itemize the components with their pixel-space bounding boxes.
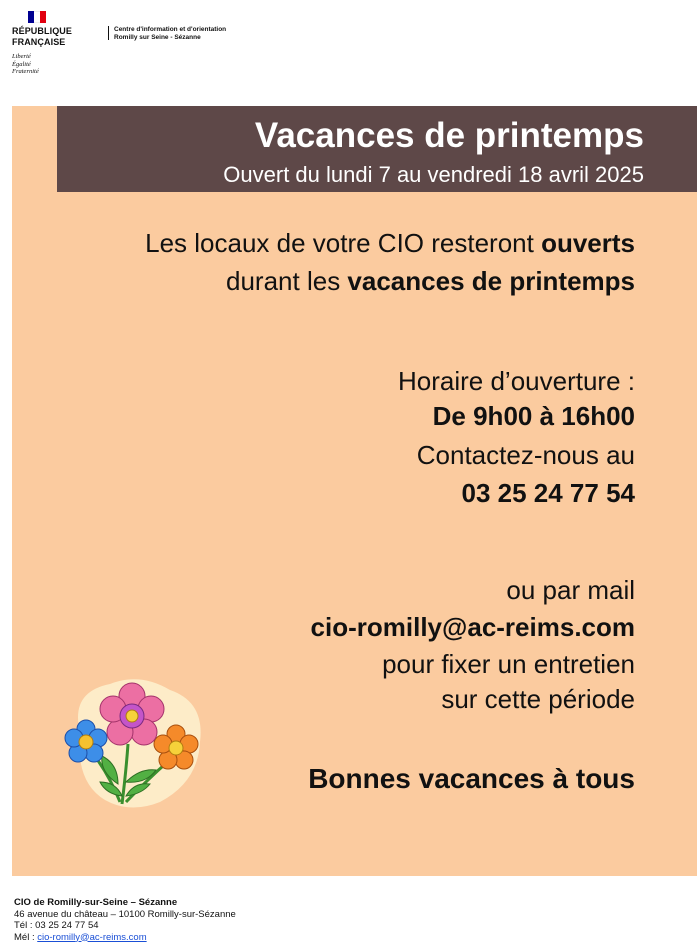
intro-line-2 (226, 265, 635, 297)
footer-name: CIO de Romilly-sur-Seine – Sézanne (14, 897, 178, 908)
motto-line-3: Fraternité (12, 68, 39, 75)
intro-line-1-text: Les locaux de votre CIO resteront (145, 228, 542, 258)
cio-line-1: Centre d'information et d'orientation (114, 26, 227, 33)
title-banner (57, 106, 697, 192)
motto-line-1: Liberté (12, 53, 31, 60)
footer-mail (14, 932, 236, 944)
intro-line-2-text: durant les (226, 266, 348, 296)
intro-line-1-bold: ouverts (541, 228, 635, 258)
cio-line-2: Romilly sur Seine - Sézanne (114, 34, 201, 41)
hours-value: De 9h00 à 16h00 (432, 401, 635, 431)
closing-message: Bonnes vacances à tous (308, 763, 635, 794)
intro-line-2-bold: vacances de printemps (347, 266, 635, 296)
french-flag-icon (28, 11, 46, 23)
flower-bouquet-icon (60, 672, 210, 812)
email-address: cio-romilly@ac-reims.com (310, 612, 635, 642)
phone-number: 03 25 24 77 54 (461, 478, 635, 508)
banner-title: Vacances de printemps (254, 116, 644, 155)
intro-line-1 (145, 227, 635, 259)
poster (12, 106, 697, 876)
cio-header-title (114, 26, 226, 42)
republic-line-1: RÉPUBLIQUE (12, 26, 73, 36)
footer-tel: Tél : 03 25 24 77 54 (14, 920, 99, 931)
page-footer (14, 897, 236, 943)
appointment-line-2: sur cette période (441, 684, 635, 714)
mail-label: ou par mail (506, 575, 635, 605)
appointment-line-1: pour fixer un entretien (382, 649, 635, 679)
header-divider (108, 26, 109, 40)
motto-line-2: Égalité (12, 60, 31, 68)
page-header (0, 0, 697, 100)
republic-motto (12, 53, 39, 76)
contact-label: Contactez-nous au (416, 440, 635, 470)
republic-line-2: FRANÇAISE (12, 37, 66, 47)
footer-mail-label: Mél : (14, 931, 38, 943)
banner-subtitle: Ouvert du lundi 7 au vendredi 18 avril 2025 (223, 162, 644, 187)
footer-mail-link[interactable]: cio-romilly@ac-reims.com (37, 931, 147, 943)
hours-label: Horaire d’ouverture : (398, 366, 635, 396)
footer-address: 46 avenue du château – 10100 Romilly-sur-Sézanne (14, 908, 236, 920)
republic-name (12, 26, 72, 48)
